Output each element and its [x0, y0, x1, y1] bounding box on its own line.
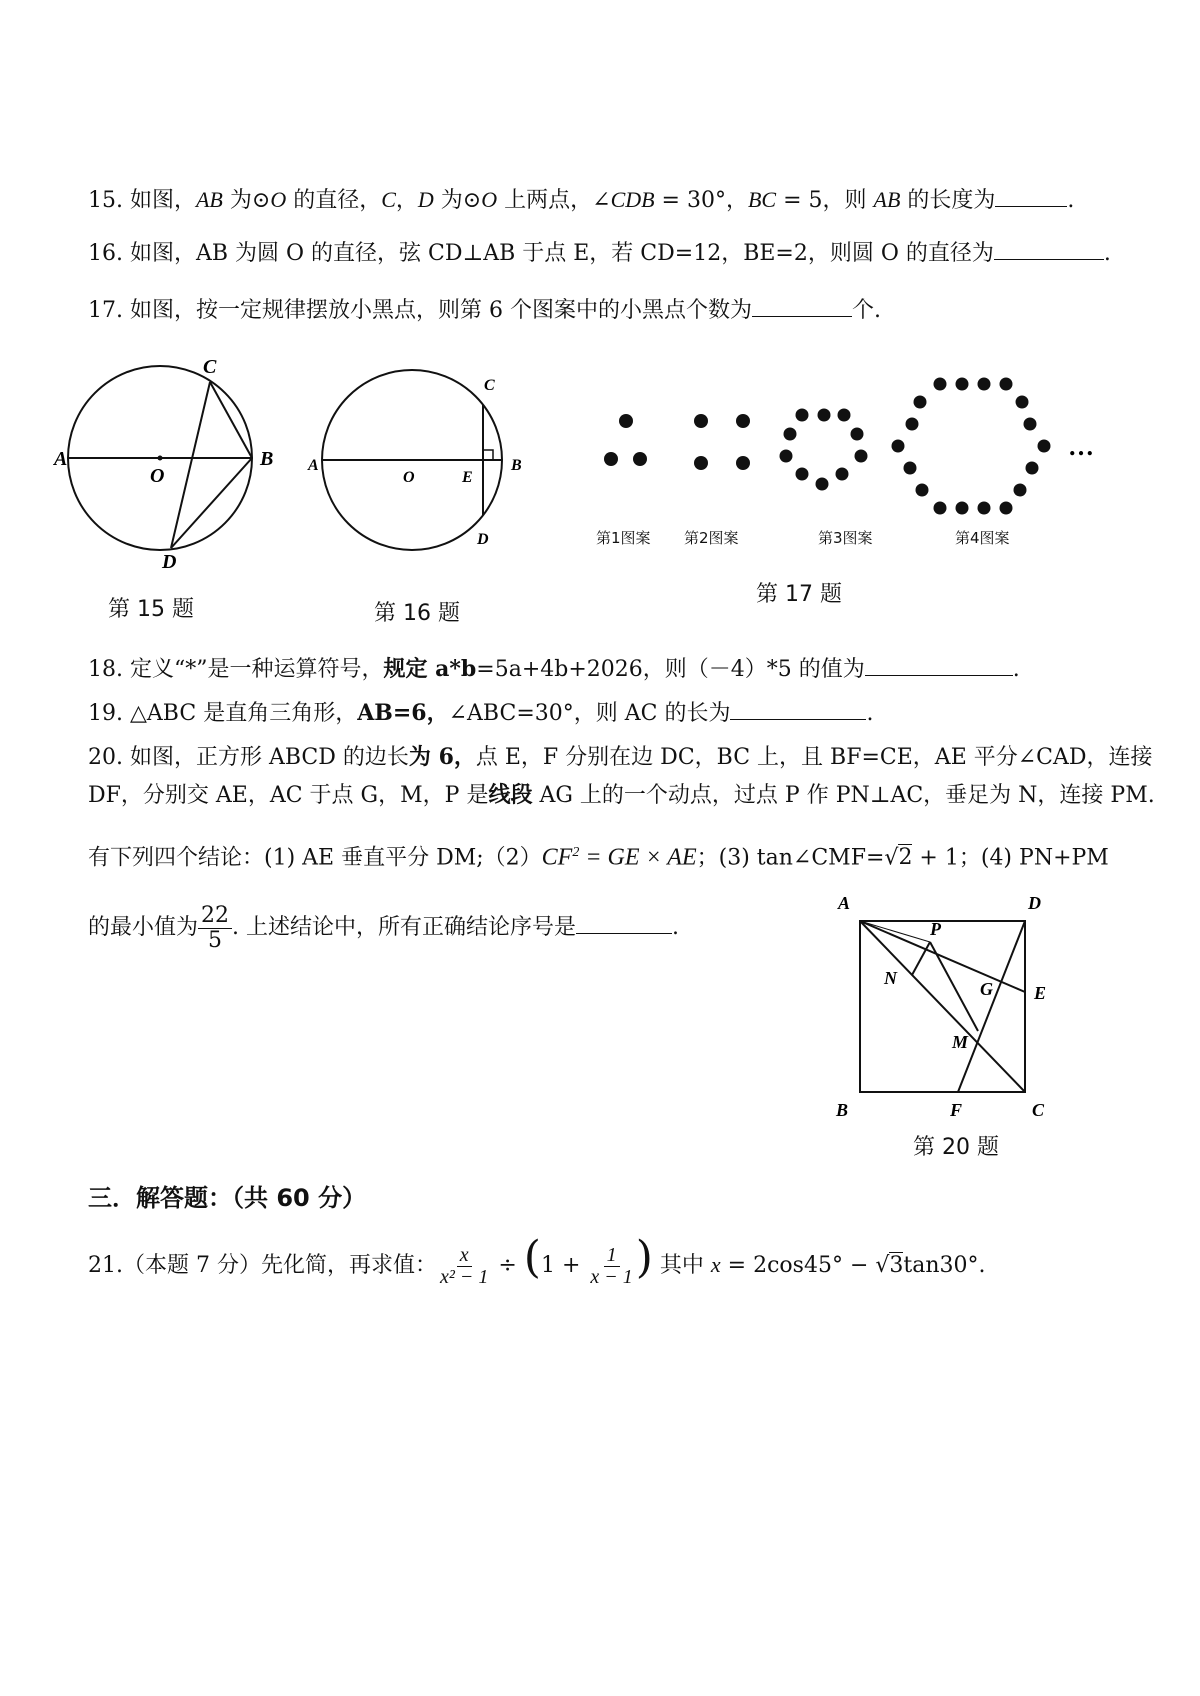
- q19-text: 19. △ABC 是直角三角形，: [88, 701, 358, 726]
- q15-text: AB: [873, 187, 901, 212]
- question-21: [88, 1228, 986, 1296]
- label-b: B: [511, 457, 522, 474]
- q21-text: 1 +: [540, 1253, 588, 1278]
- q15-text: 为⊙: [222, 188, 271, 213]
- q15-text: = 5，则: [776, 188, 874, 213]
- answer-blank[interactable]: [865, 653, 1013, 676]
- q18-text: =5a+4b+2026，则（－4）*5 的值为: [476, 657, 865, 682]
- question-15: [88, 184, 1074, 216]
- pattern-caption-2: 第2图案: [684, 529, 739, 547]
- question-20-line-4: [88, 898, 679, 958]
- dot-pattern-4: [892, 378, 1051, 515]
- q19-text: .: [866, 701, 874, 726]
- pattern-caption-3: 第3图案: [818, 529, 873, 547]
- label-c: C: [484, 377, 495, 394]
- fraction-x-over: [437, 1245, 491, 1288]
- q17-end: 个.: [851, 298, 881, 323]
- q20-text: 5: [208, 927, 223, 953]
- q15-text: 15. 如图，: [88, 188, 196, 213]
- q21-text: x − 1: [590, 1265, 633, 1288]
- q20-text: ；(3) tan∠CMF=: [696, 845, 885, 871]
- label-a: A: [54, 448, 68, 470]
- q16-text: 16. 如图，AB 为圆 O 的直径，弦 CD⊥AB 于点 E，若 CD=12，BE=2，则圆 O 的直径为: [88, 241, 994, 266]
- question-19: [88, 697, 873, 729]
- fraction-1-over: [587, 1245, 635, 1288]
- label-a: A: [838, 895, 851, 913]
- q21-text: 1: [604, 1245, 620, 1267]
- dot-pattern-3: [780, 409, 868, 491]
- q20-text: 的最小值为: [88, 915, 199, 940]
- q15-text: C: [381, 187, 396, 212]
- q20-text: 为 6，: [408, 744, 476, 770]
- label-b: B: [836, 1100, 849, 1120]
- q20-text: DF，分别交 AE，AC 于点 G，M，P 是: [88, 783, 489, 808]
- q21-text: .: [978, 1253, 986, 1278]
- q20-text: + 1；(4) PN+PM: [912, 845, 1109, 871]
- label-f: F: [950, 1100, 963, 1120]
- dot-pattern-1: [604, 414, 647, 466]
- q20-text: 22: [198, 904, 232, 928]
- pattern-caption-4: 第4图案: [955, 529, 1010, 547]
- q20-text: AG 上的一个动点，过点 P 作 PN⊥AC，垂足为 N，连接 PM.: [532, 783, 1155, 808]
- q21-text: x² − 1: [439, 1265, 489, 1288]
- q20-text: 2: [898, 845, 913, 871]
- answer-blank[interactable]: [995, 184, 1067, 207]
- question-20-line-1: [88, 742, 1153, 773]
- label-a: A: [308, 457, 319, 474]
- label-d: D: [1028, 895, 1041, 913]
- q15-text: 的直径，: [286, 188, 382, 213]
- figure-17-caption: 第 17 题: [756, 582, 842, 607]
- q21-text: = 2cos45° −: [720, 1253, 876, 1278]
- question-17: [88, 294, 881, 326]
- answer-blank[interactable]: [576, 911, 672, 934]
- fraction-22-5: [198, 904, 232, 951]
- figure-16: [300, 360, 540, 570]
- q15-text: ，: [395, 188, 418, 213]
- figure-17: [580, 360, 1120, 540]
- figure-15: [50, 355, 290, 575]
- question-20-line-2: [88, 780, 1155, 811]
- q15-text: 上两点，∠: [497, 188, 611, 213]
- label-c: C: [203, 356, 217, 378]
- q18-text: 规定 a*b: [383, 656, 477, 682]
- q15-text: AB: [195, 187, 223, 212]
- q15-text: D: [417, 187, 434, 212]
- question-18: [88, 653, 1020, 685]
- label-n: N: [884, 968, 897, 988]
- q20-text: 20. 如图，正方形 ABCD 的边长: [88, 745, 409, 770]
- label-c: C: [1032, 1100, 1045, 1120]
- q15-text: .: [1067, 188, 1075, 213]
- q20-text: = GE × AE: [579, 844, 697, 871]
- q18-text: 18. 定义“*”是一种运算符号，: [88, 657, 384, 682]
- q21-text: 21.（本题 7 分）先化简，再求值：: [88, 1253, 437, 1278]
- q18-text: .: [1012, 657, 1020, 682]
- q16-end: .: [1103, 241, 1111, 266]
- label-e: E: [462, 469, 473, 486]
- q15-text: BC: [747, 187, 777, 212]
- answer-blank[interactable]: [752, 294, 852, 317]
- label-e: E: [1034, 983, 1047, 1003]
- q15-text: = 30°，: [654, 188, 748, 213]
- q21-text: 其中: [652, 1253, 711, 1278]
- question-16: [88, 237, 1111, 269]
- answer-blank[interactable]: [730, 697, 866, 720]
- q20-text: 点 E，F 分别在边 DC，BC 上，且 BF=CE，AE 平分∠CAD，连接: [475, 745, 1153, 770]
- sqrt-sign: √: [875, 1253, 890, 1278]
- label-m: M: [952, 1032, 969, 1052]
- q21-text: 3: [889, 1253, 904, 1278]
- figure-16-caption: 第 16 题: [374, 601, 460, 626]
- q21-text: ÷: [491, 1253, 524, 1278]
- label-p: P: [930, 919, 941, 939]
- paren-open: (: [523, 1232, 541, 1283]
- q20-text: . 上述结论中，所有正确结论序号是: [232, 915, 577, 940]
- q20-text: 有下列四个结论：(1) AE 垂直平分 DM;（2）: [88, 845, 542, 871]
- figure-15-caption: 第 15 题: [108, 597, 194, 622]
- q15-text: 为⊙: [433, 188, 482, 213]
- q21-text: x: [457, 1245, 472, 1267]
- paren-close: ): [635, 1232, 653, 1283]
- figure-20: [830, 895, 1070, 1120]
- q15-text: O: [481, 187, 498, 212]
- q20-text: 线段: [488, 782, 533, 808]
- sqrt-sign: √: [884, 845, 899, 871]
- q20-text: 2: [572, 845, 580, 860]
- dot-pattern-2: [694, 414, 750, 470]
- section-heading: 三．解答题：（共 60 分）: [88, 1184, 367, 1212]
- q15-text: 的长度为: [900, 188, 996, 213]
- q21-text: tan30°: [903, 1253, 979, 1278]
- label-o: O: [150, 465, 165, 487]
- label-b: B: [260, 448, 274, 470]
- answer-blank[interactable]: [994, 237, 1104, 260]
- q19-text: ∠ABC=30°，则 AC 的长为: [448, 701, 731, 726]
- q19-text: AB=6，: [357, 700, 449, 726]
- q20-text: .: [672, 915, 680, 940]
- q21-text: x: [710, 1252, 721, 1277]
- figure-20-caption: 第 20 题: [913, 1135, 999, 1160]
- label-d: D: [477, 531, 489, 548]
- q15-text: O: [270, 187, 287, 212]
- q15-text: CDB: [610, 187, 655, 212]
- label-g: G: [980, 979, 993, 999]
- dot-ellipsis: …: [1068, 432, 1094, 461]
- question-20-line-3: [88, 838, 1109, 873]
- q20-text: CF: [541, 844, 573, 871]
- label-d: D: [162, 551, 177, 573]
- q17-text: 17. 如图，按一定规律摆放小黑点，则第 6 个图案中的小黑点个数为: [88, 298, 752, 323]
- label-o: O: [403, 469, 415, 486]
- pattern-caption-1: 第1图案: [596, 529, 651, 547]
